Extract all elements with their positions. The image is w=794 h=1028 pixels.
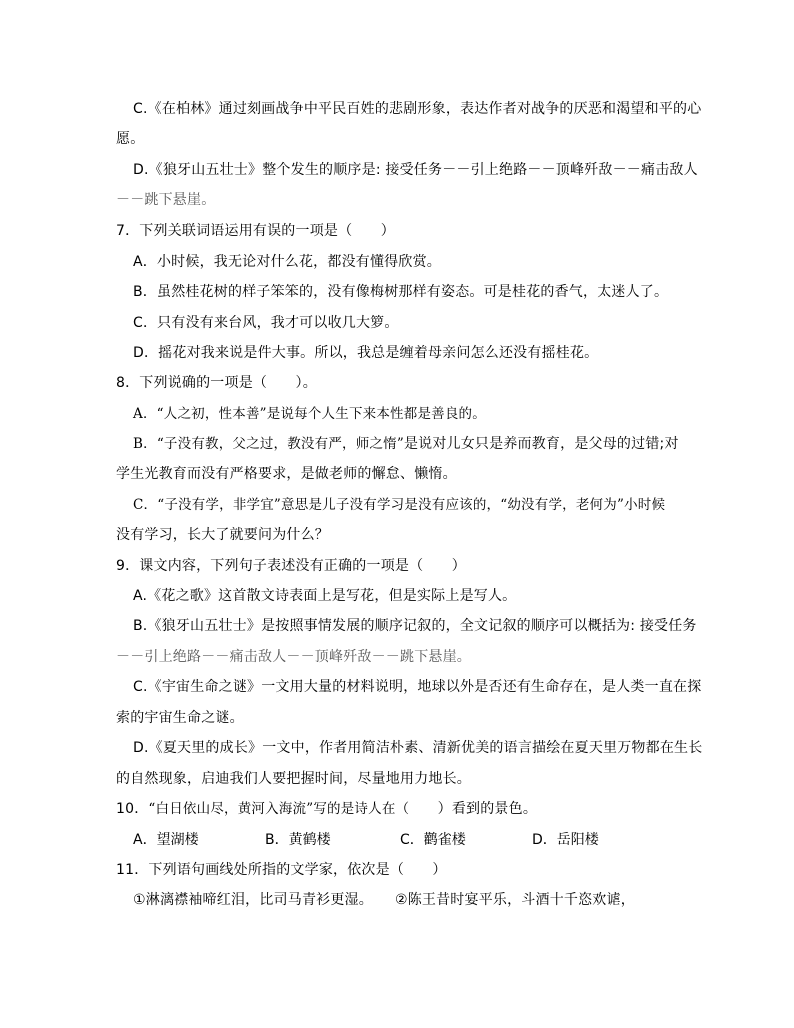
q8-option-b-text: 是说对儿女只是养而教育，是父母的过错;对 xyxy=(403,436,679,452)
q8-option-b-line2: 学生光教育而没有严格要求，是做老师的懈怠、懒惰。 xyxy=(116,466,457,482)
q7-option-b: B．虽然桂花树的样子笨笨的，没有像梅树那样有姿态。可是桂花的香气，太迷人了。 xyxy=(133,284,669,300)
q9-option-b-line2: －－引上绝路－－痛击敌人－－顶峰歼敌－－跳下悬崖。 xyxy=(116,649,471,665)
q6-option-c-line2: 愿。 xyxy=(116,131,145,147)
question-8: 8．下列说确的一项是（ ）。 xyxy=(116,375,317,391)
q11-sentence-1: ①淋漓襟袖啼红泪，比司马青衫更湿。 xyxy=(133,892,373,908)
q6-option-d-line2: －－跳下悬崖。 xyxy=(116,192,216,208)
q9-option-b-line1: B.《狼牙山五壮士》是按照事情发展的顺序记叙的，全文记叙的顺序可以概括为: 接受任务 xyxy=(133,618,697,634)
q10-choice-d: D．岳阳楼 xyxy=(532,832,599,848)
q9-option-d-line1: D.《夏天里的成长》一文中，作者用简洁朴素、清新优美的语言描绘在夏天里万物都在生长 xyxy=(133,740,703,756)
q8-option-a: A．“人之初，性本善”是说每个人生下来本性都是善良的。 xyxy=(133,406,486,422)
q10-choice-c: C．鹳雀楼 xyxy=(400,832,466,848)
q8-option-c-line2: 没有学习，长大了就要问为什么？ xyxy=(116,527,329,543)
q9-option-c-line2: 索的宇宙生命之谜。 xyxy=(116,710,244,726)
q8-option-c-text2: 小时候 xyxy=(624,497,666,513)
q7-option-a: A．小时候，我无论对什么花，都没有懂得欣赏。 xyxy=(133,254,441,270)
question-7: 7．下列关联词语运用有误的一项是（ ） xyxy=(116,223,395,239)
q7-option-c: C．只有没有来台风，我才可以收几大箩。 xyxy=(133,315,399,331)
q11-sentence-line xyxy=(133,890,635,910)
q8-option-b-line1 xyxy=(133,434,679,454)
q7-option-d: D．摇花对我来说是件大事。所以，我总是缠着母亲问怎么还没有摇桂花。 xyxy=(133,345,599,361)
question-10-number: 10． xyxy=(116,801,149,817)
question-10 xyxy=(116,799,537,819)
q6-option-d-line1: D.《狼牙山五壮士》整个发生的顺序是: 接受任务－－引上绝路－－顶峰歼敌－－痛击敌人 xyxy=(133,162,698,178)
q8-option-c-quote2: “幼没有学，老何为” xyxy=(500,497,625,513)
q8-option-c-text1: 意思是儿子没有学习是没有应该的， xyxy=(281,497,501,513)
q10-choice-b: B．黄鹤楼 xyxy=(265,832,331,848)
q8-option-c-line1 xyxy=(133,495,665,515)
question-9: 9．课文内容，下列句子表述没有正确的一项是（ ） xyxy=(116,558,466,574)
question-10-quote: “白日依山尽，黄河入海流”写的是诗人在（ xyxy=(148,801,410,817)
q9-option-a: A.《花之歌》这首散文诗表面上是写花，但是实际上是写人。 xyxy=(133,588,517,604)
q9-option-c-line1: C.《宇宙生命之谜》一文用大量的材料说明，地球以外是否还有生命存在，是人类一直在探 xyxy=(133,679,702,695)
q6-option-c-line1: C.《在柏林》通过刻画战争中平民百姓的悲剧形象，表达作者对战争的厌恶和渴望和平的心 xyxy=(133,101,702,117)
q8-option-c-quote1: C．“子没有学，非学宜” xyxy=(133,497,282,513)
question-10-text: ）看到的景色。 xyxy=(409,801,538,817)
q9-option-d-line2: 的自然现象，启迪我们人要把握时间，尽量地用力地长。 xyxy=(116,771,471,787)
q8-option-b-quote: B．“子没有教，父之过，教没有严，师之惰” xyxy=(133,436,404,452)
q10-choice-a: A．望湖楼 xyxy=(133,832,199,848)
q11-sentence-2: ②陈王昔时宴平乐，斗酒十千恣欢谑， xyxy=(394,892,635,908)
question-11: 11．下列语句画线处所指的文学家，依次是（ ） xyxy=(116,862,447,878)
